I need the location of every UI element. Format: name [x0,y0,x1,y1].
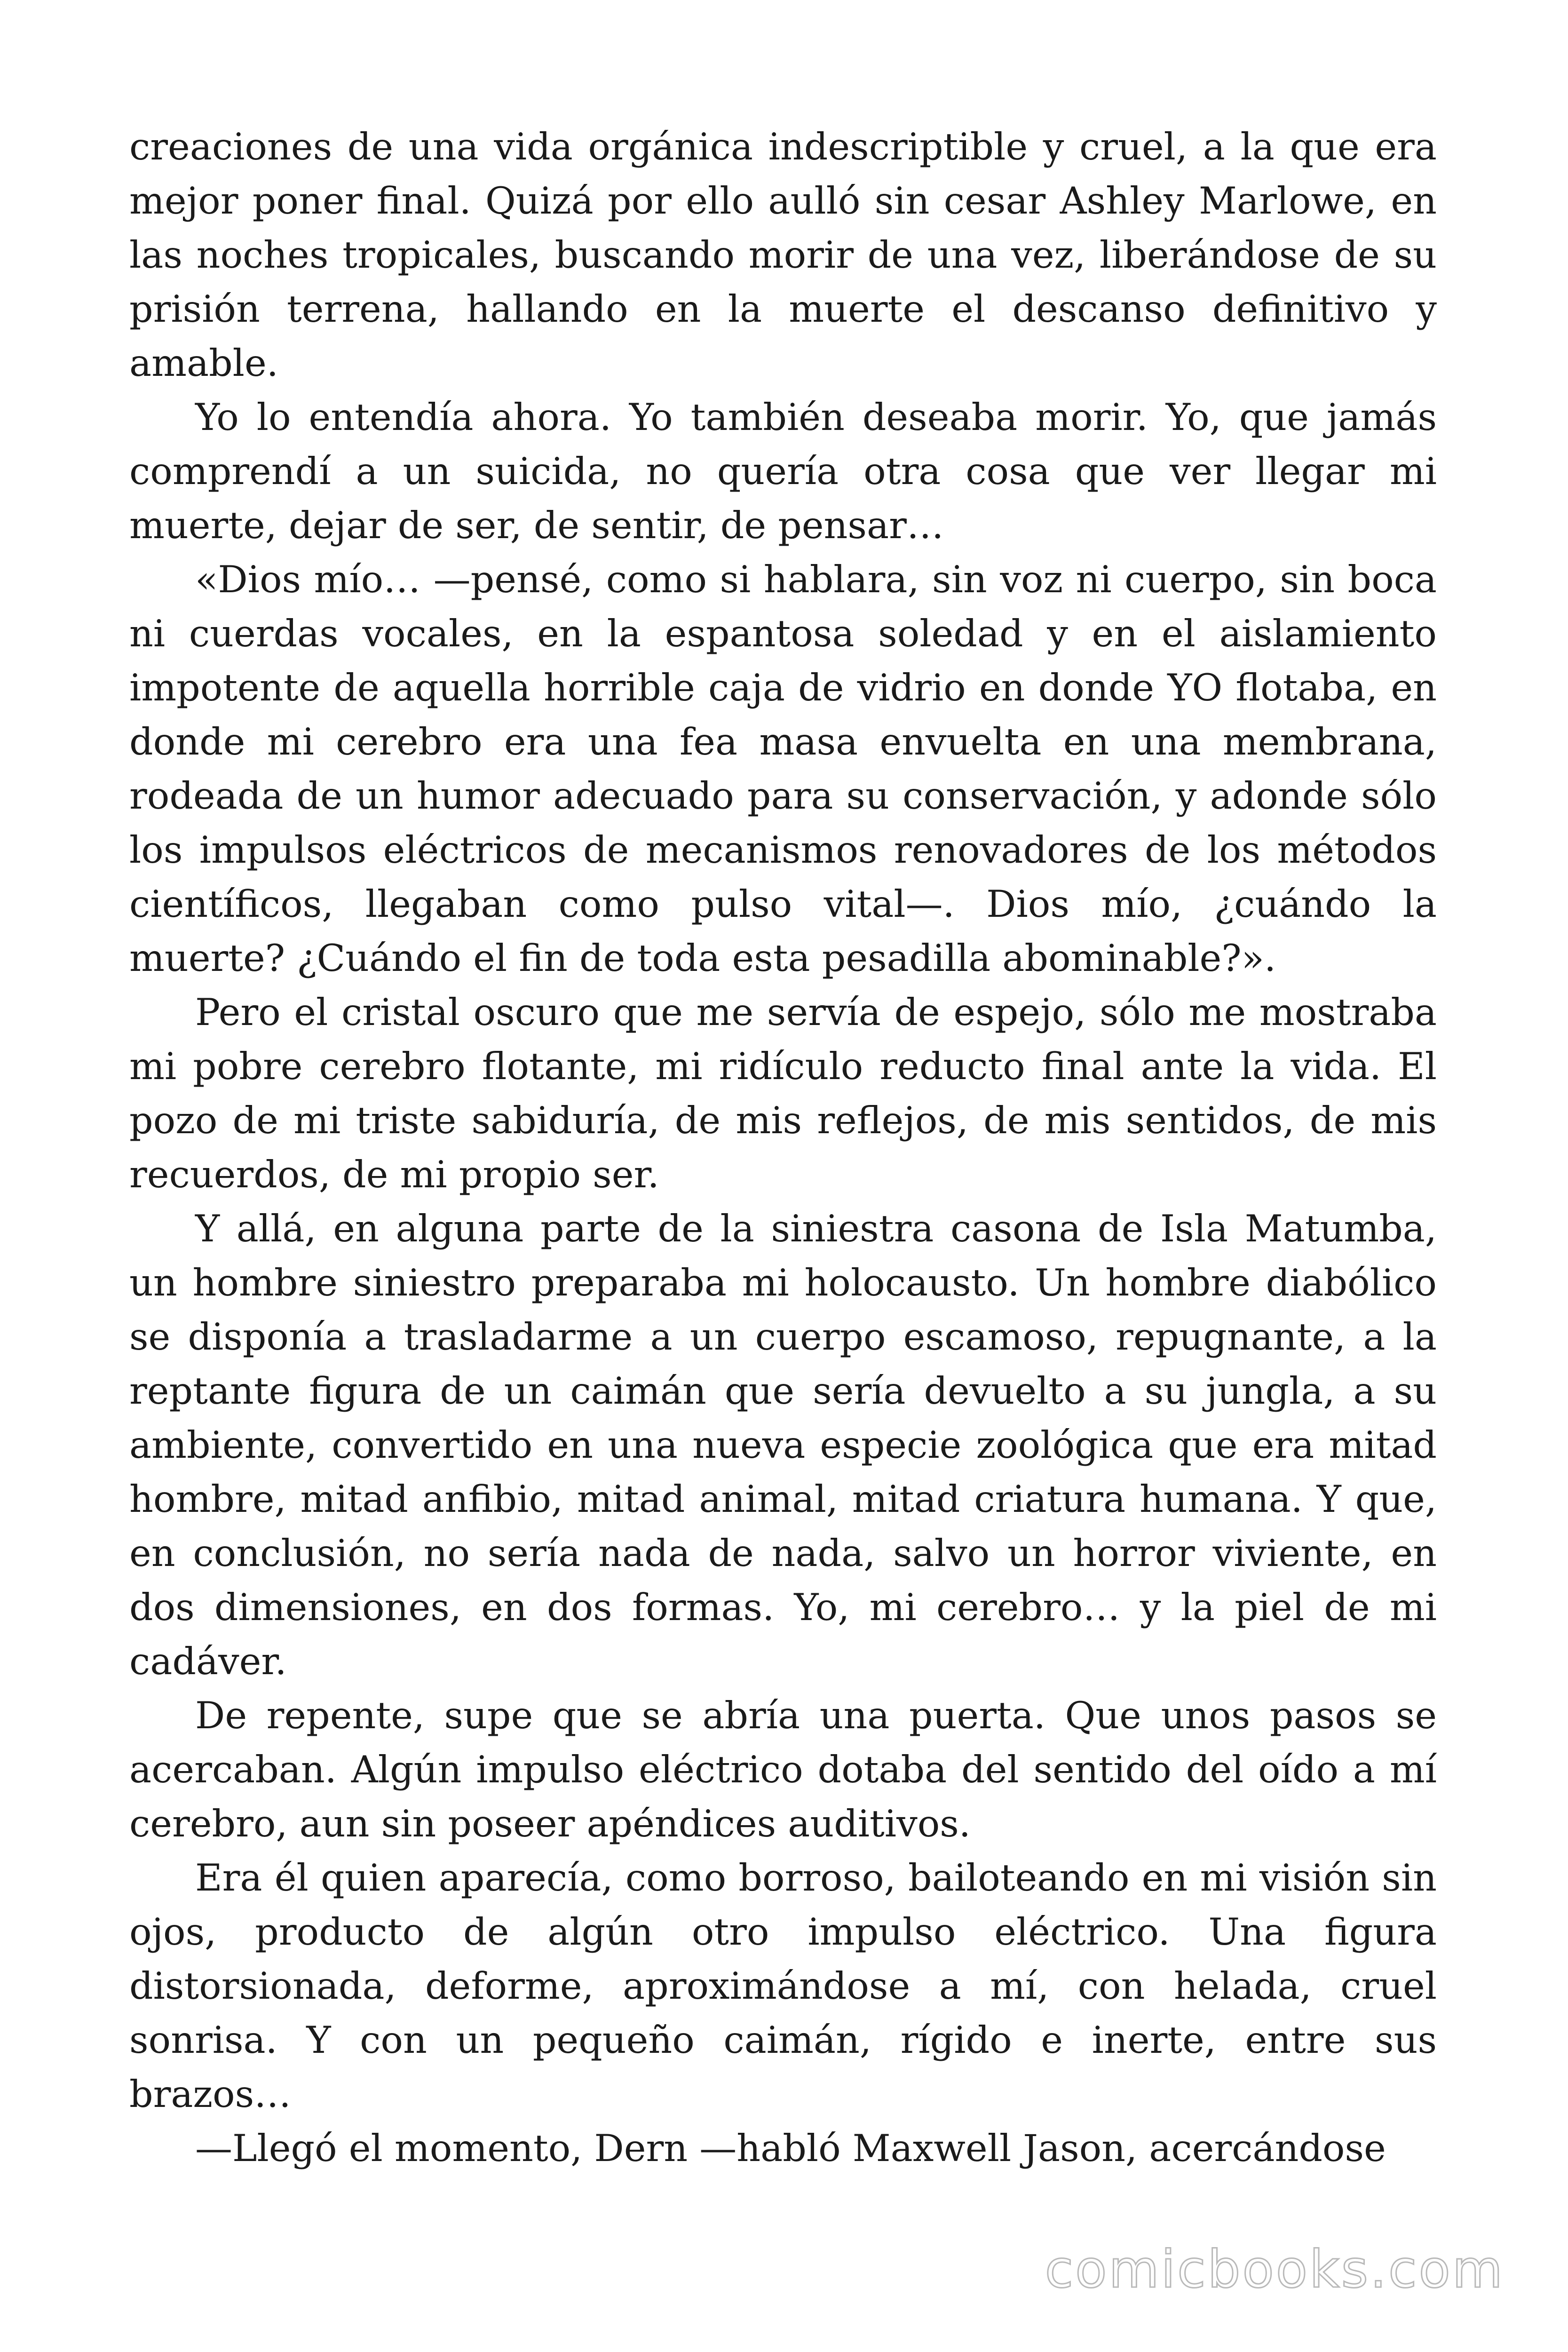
paragraph-7: Era él quien aparecía, como borroso, bailoteando en mi visión sin ojos, producto de algún otro impulso eléctrico. Una figura distorsionada, deforme, aproximándose a mí, con helada, cruel sonrisa. Y con un pequeño caimán, rígido e inerte, entre sus brazos… [129,1856,1437,2116]
paragraph-8: —Llegó el momento, Dern —habló Maxwell Jason, acercándose [195,2127,1386,2170]
watermark: comicbooks.com [1045,2239,1505,2299]
paragraph-4: Pero el cristal oscuro que me servía de espejo, sólo me mostraba mi pobre cerebro flotante, mi ridículo reducto final ante la vida. El pozo de mi triste sabiduría, de mis reflejos, de mis sentidos, de mis recuerdos, de mi propio ser. [129,991,1437,1196]
paragraph-1: creaciones de una vida orgánica indescriptible y cruel, a la que era mejor poner final. Quizá por ello aulló sin cesar Ashley Marlowe, en las noches tropicales, buscando morir de una vez, liberándose de su prisión terrena, hallando en la muerte el descanso definitivo y amable. [129,125,1437,385]
paragraph-6: De repente, supe que se abría una puerta. Que unos pasos se acercaban. Algún impulso eléctrico dotaba del sentido del oído a mí cerebro, aun sin poseer apéndices auditivos. [129,1694,1437,1845]
page-body [129,120,1437,2176]
paragraph-2: Yo lo entendía ahora. Yo también deseaba morir. Yo, que jamás comprendí a un suicida, no quería otra cosa que ver llegar mi muerte, dejar de ser, de sentir, de pensar… [129,396,1437,547]
paragraph-3: «Dios mío… —pensé, como si hablara, sin voz ni cuerpo, sin boca ni cuerdas vocales, en la espantosa soledad y en el aislamiento impotente de aquella horrible caja de vidrio en donde YO flotaba, en donde mi cerebro era una fea masa envuelta en una membrana, rodeada de un humor adecuado para su conservación, y adonde sólo los impulsos eléctricos de mecanismos renovadores de los métodos científicos, llegaban como pulso vital—. Dios mío, ¿cuándo la muerte? ¿Cuándo el fin de toda esta pesadilla abominable?». [129,558,1437,980]
paragraph-5: Y allá, en alguna parte de la siniestra casona de Isla Matumba, un hombre siniestro preparaba mi holocausto. Un hombre diabólico se disponía a trasladarme a un cuerpo escamoso, repugnante, a la reptante figura de un caimán que sería devuelto a su jungla, a su ambiente, convertido en una nueva especie zoológica que era mitad hombre, mitad anfibio, mitad animal, mitad criatura humana. Y que, en conclusión, no sería nada de nada, salvo un horror viviente, en dos dimensiones, en dos formas. Yo, mi cerebro… y la piel de mi cadáver. [129,1207,1437,1683]
